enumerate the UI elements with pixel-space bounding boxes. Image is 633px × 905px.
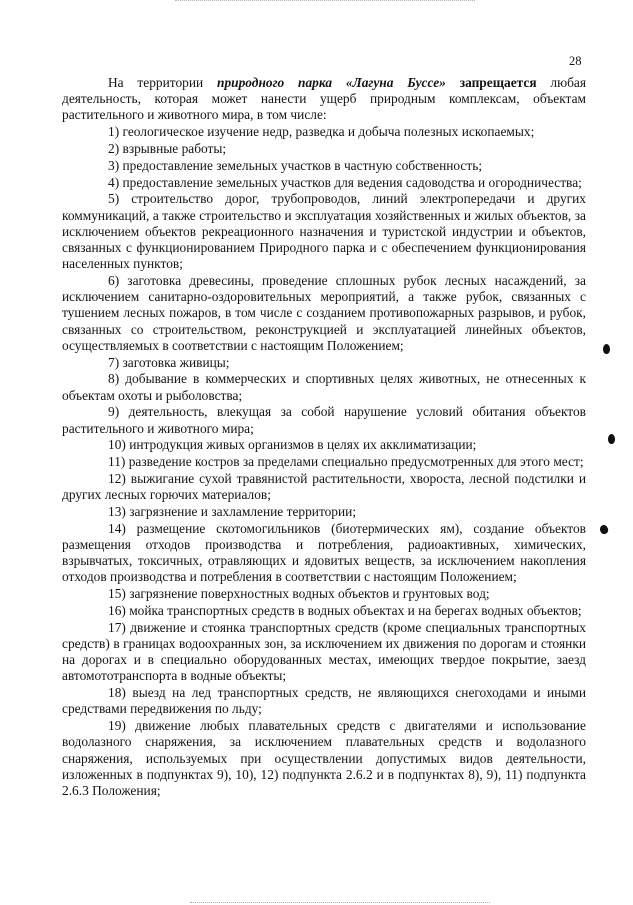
scan-edge-bottom [190,902,490,903]
list-item-3: 3) предоставление земельных участков в частную собственность; [108,157,483,173]
intro-lead: На территории [108,75,217,90]
list-item-18: 18) выезд на лед транспортных средств, не являющихся снегоходами и иными средствами передвижения по льду; [62,685,586,717]
list-item-19: 19) движение любых плавательных средств с двигателями и использование водолазного снаряжения, за исключением плавательных средств и водолазного снаряжения, используемых при осуществлении допустимых видов деятельности, изложенных в подпунктах 9), 10), 12) подпункта 2.6.2 и в подпунктах 8), 9), 11) подпункта 2.6.3 Положения; [62,718,586,799]
document-body [62,75,586,800]
list-item-13: 13) загрязнение и захламление территории; [108,504,357,519]
list-item-17: 17) движение и стоянка транспортных средств (кроме специальных транспортных средств) в границах водоохранных зон, за исключением их движения по дорогам и стоянки на дорогах и в специально оборудованных местах, имеющих твердое покрытие, заезд автомототранспорта в водные объекты; [62,619,586,684]
park-name: природного парка «Лагуна Буссе» [217,75,446,90]
list-item-16: 16) мойка транспортных средств в водных объектах и на берегах водных объектов; [108,603,582,618]
list-item-1: 1) геологическое изучение недр, разведка и добыча полезных ископаемых; [108,124,535,140]
list-item-11: 11) разведение костров за пределами специально предусмотренных для этого мест; [108,454,584,470]
list-item-5: 5) строительство дорог, трубопроводов, линий электропередачи и других коммуникаций, а также строительство и эксплуатация хозяйственных и жилых объектов, за исключением объектов рекреационного назначения и туристской индустрии и объектов, связанных с функционированием Природного парка и с обеспечением функционирования населенных пунктов; [62,191,586,272]
list-item-15: 15) загрязнение поверхностных водных объектов и грунтовых вод; [108,586,490,602]
list-item-10: 10) интродукция живых организмов в целях их акклиматизации; [108,437,477,453]
list-item-9: 9) деятельность, влекущая за собой нарушение условий обитания объектов растительного и животного мира; [62,404,586,436]
list-item-14: 14) размещение скотомогильников (биотермических ям), создание объектов размещения отходов производства и потребления, радиоактивных, химических, взрывчатых, токсичных, отравляющих и ядовитых веществ, за исключением накопления отходов производства и потребления в соответствии с настоящим Положением; [62,520,586,585]
binder-hole-mark [599,524,610,535]
list-item-7: 7) заготовка живицы; [108,354,230,370]
binder-hole-mark [603,344,610,354]
page-number: 28 [569,54,582,68]
scan-edge-top [175,0,475,1]
list-item-4: 4) предоставление земельных участков для ведения садоводства и огородничества; [108,174,582,190]
list-item-12: 12) выжигание сухой травянистой растительности, хвороста, лесной подстилки и других лесных горючих материалов; [62,471,586,503]
intro-space [446,75,460,90]
list-item-8: 8) добывание в коммерческих и спортивных целях животных, не отнесенных к объектам охоты и рыболовства; [62,371,586,403]
list-item-6: 6) заготовка древесины, проведение сплошных рубок лесных насаждений, за исключением санитарно-оздоровительных мероприятий, а также рубок, связанных с тушением лесных пожаров, в том числе с созданием противопожарных разрывов, и рубок, связанных со строительством, реконструкцией и эксплуатацией линейных объектов, осуществляемых в соответствии с настоящим Положением; [62,273,586,353]
prohibited-word: запрещается [459,75,537,90]
intro-rest: любая деятельность, которая может нанести ущерб природным комплексам, объектам растительного и животного мира, в том числе: [62,75,586,123]
intro-paragraph [62,75,586,124]
list-item-2: 2) взрывные работы; [108,141,227,156]
binder-hole-mark [608,434,615,444]
